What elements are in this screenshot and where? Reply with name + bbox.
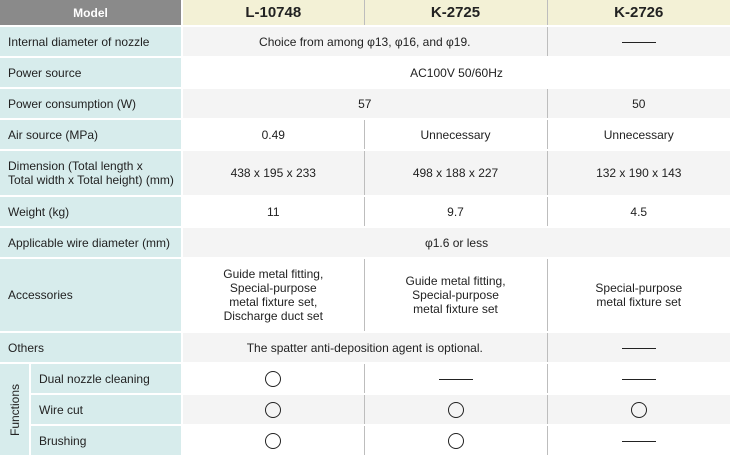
function-mark [182, 394, 364, 425]
others-label: Others [0, 332, 182, 363]
power-consumption-label: Power consumption (W) [0, 88, 182, 119]
function-mark [182, 363, 364, 394]
nozzle-row [0, 26, 730, 57]
power-source-value: AC100V 50/60Hz [182, 57, 730, 88]
function-label: Dual nozzle cleaning [30, 363, 182, 394]
accessory-line: Guide metal fitting, [405, 274, 506, 288]
product-l10748-header: L-10748 [182, 0, 364, 26]
function-mark [364, 394, 547, 425]
accessories-k2726-value [547, 258, 730, 332]
product-k2726-header: K-2726 [547, 0, 730, 26]
dimension-k2726-value: 132 x 190 x 143 [547, 150, 730, 196]
others-value: The spatter anti-deposition agent is optional. [182, 332, 547, 363]
dash-mark [439, 379, 473, 380]
dash-mark [622, 42, 656, 43]
function-mark [364, 363, 547, 394]
circle-mark [265, 371, 281, 387]
function-mark [547, 425, 730, 456]
dimension-label-line2: Total width x Total height) (mm) [8, 173, 174, 187]
air-source-label: Air source (MPa) [0, 119, 182, 150]
dimension-k2725-value: 498 x 188 x 227 [364, 150, 547, 196]
weight-k2725-value: 9.7 [364, 196, 547, 227]
accessories-k2725-value [364, 258, 547, 332]
dimension-row [0, 150, 730, 196]
accessories-label: Accessories [0, 258, 182, 332]
accessory-line: Special-purpose [595, 281, 683, 295]
model-header: Model [0, 0, 182, 26]
weight-label: Weight (kg) [0, 196, 182, 227]
accessory-line: metal fixture set [413, 302, 498, 316]
header-row [0, 0, 730, 26]
air-source-l10748-value: 0.49 [182, 119, 364, 150]
accessory-line: metal fixture set, [229, 295, 318, 309]
accessory-line: Discharge duct set [223, 309, 323, 323]
power-consumption-shared-value: 57 [182, 88, 547, 119]
accessories-row [0, 258, 730, 332]
function-row-wire-cut [0, 394, 730, 425]
wire-diameter-value: φ1.6 or less [182, 227, 730, 258]
dash-mark [622, 379, 656, 380]
air-source-k2726-value: Unnecessary [547, 119, 730, 150]
accessory-line: Special-purpose [229, 281, 317, 295]
circle-mark [631, 402, 647, 418]
product-k2725-header: K-2725 [364, 0, 547, 26]
function-row-brushing [0, 425, 730, 456]
dash-mark [622, 441, 656, 442]
air-source-k2725-value: Unnecessary [364, 119, 547, 150]
function-mark [547, 394, 730, 425]
accessory-line: metal fixture set [596, 295, 682, 309]
weight-l10748-value: 11 [182, 196, 364, 227]
functions-label-text: Functions [7, 383, 22, 436]
power-source-label: Power source [0, 57, 182, 88]
circle-mark [265, 433, 281, 449]
air-source-row [0, 119, 730, 150]
weight-k2726-value: 4.5 [547, 196, 730, 227]
functions-group-label [0, 363, 30, 456]
accessory-line: Special-purpose [412, 288, 499, 302]
circle-mark [448, 402, 464, 418]
nozzle-k2726-value [547, 26, 730, 57]
nozzle-label: Internal diameter of nozzle [0, 26, 182, 57]
function-mark [547, 363, 730, 394]
power-source-row [0, 57, 730, 88]
function-mark [182, 425, 364, 456]
dimension-label-line1: Dimension (Total length x [8, 159, 143, 173]
accessory-line: Guide metal fitting, [223, 267, 324, 281]
dimension-label [0, 150, 182, 196]
weight-row [0, 196, 730, 227]
others-row [0, 332, 730, 363]
power-consumption-k2726-value: 50 [547, 88, 730, 119]
dimension-l10748-value: 438 x 195 x 233 [182, 150, 364, 196]
others-k2726-value [547, 332, 730, 363]
function-mark [364, 425, 547, 456]
nozzle-value: Choice from among φ13, φ16, and φ19. [182, 26, 547, 57]
circle-mark [448, 433, 464, 449]
circle-mark [265, 402, 281, 418]
function-label: Wire cut [30, 394, 182, 425]
wire-diameter-row [0, 227, 730, 258]
dash-mark [622, 348, 656, 349]
wire-diameter-label: Applicable wire diameter (mm) [0, 227, 182, 258]
function-row-dual-nozzle [0, 363, 730, 394]
power-consumption-row [0, 88, 730, 119]
accessories-l10748-value [182, 258, 364, 332]
function-label: Brushing [30, 425, 182, 456]
